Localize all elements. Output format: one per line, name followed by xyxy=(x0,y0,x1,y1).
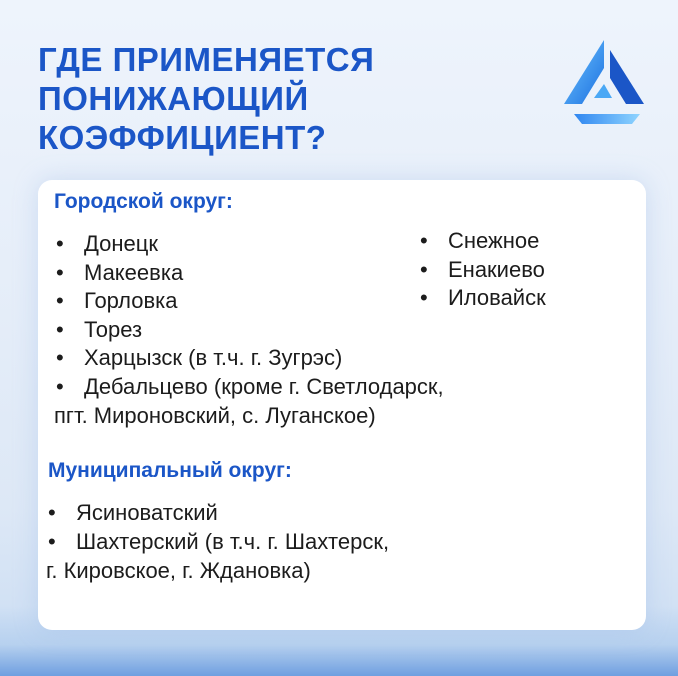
list-item: • Ясиноватский xyxy=(46,499,389,528)
triangle-logo-icon xyxy=(560,36,648,124)
municipal-list xyxy=(46,499,389,556)
list-item: • Иловайск xyxy=(418,284,546,313)
list-item: • Донецк xyxy=(54,230,444,259)
list-item: • Горловка xyxy=(54,287,444,316)
list-item: • Дебальцево (кроме г. Светлодарск, xyxy=(54,373,444,402)
info-card xyxy=(38,180,646,630)
list-item: • Снежное xyxy=(418,227,546,256)
list-item: • Харцызск (в т.ч. г. Зугрэс) xyxy=(54,344,444,373)
title-line-3: КОЭФФИЦИЕНТ? xyxy=(38,119,327,156)
list-item-continuation: г. Кировское, г. Ждановка) xyxy=(46,558,311,583)
title-line-2: ПОНИЖАЮЩИЙ xyxy=(38,80,309,117)
list-item-continuation: пгт. Мироновский, с. Луганское) xyxy=(54,403,376,428)
urban-list-right xyxy=(418,227,546,313)
municipal-district-title: Муниципальный округ: xyxy=(48,459,292,482)
list-item: • Макеевка xyxy=(54,259,444,288)
page-title xyxy=(38,40,374,157)
list-item: • Торез xyxy=(54,316,444,345)
list-item: • Шахтерский (в т.ч. г. Шахтерск, xyxy=(46,528,389,557)
title-line-1: ГДЕ ПРИМЕНЯЕТСЯ xyxy=(38,41,375,78)
urban-list-left xyxy=(54,230,444,401)
urban-district-title: Городской округ: xyxy=(54,190,233,213)
list-item: • Енакиево xyxy=(418,256,546,285)
